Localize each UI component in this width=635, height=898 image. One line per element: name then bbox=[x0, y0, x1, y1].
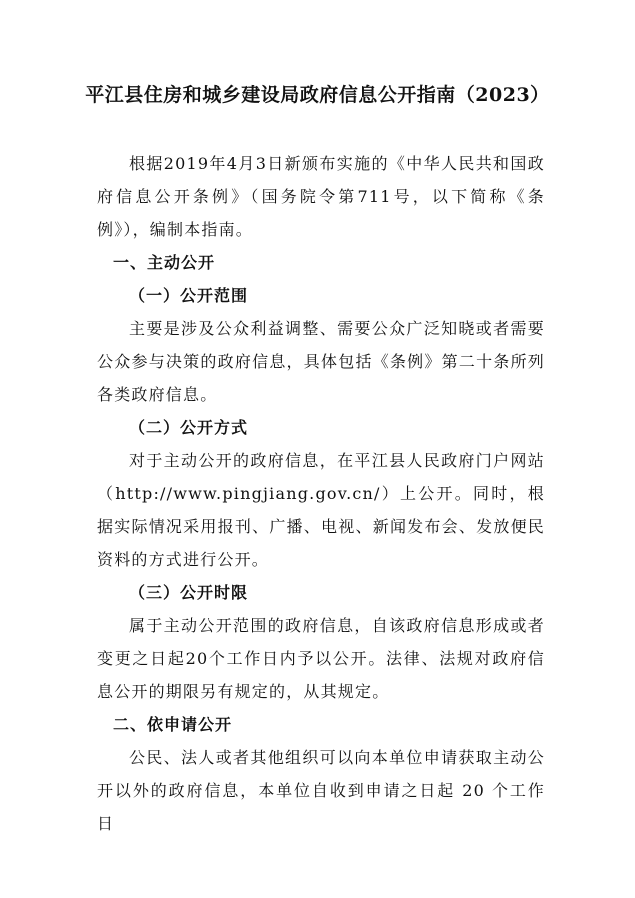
method-paragraph: 对于主动公开的政府信息，在平江县人民政府门户网站（http://www.pingjiang.gov.cn/）上公开。同时，根据实际情况采用报刊、广播、电视、新闻发布会、发放便民资料的方式进行公开。 bbox=[97, 451, 545, 569]
subsection-heading-scope: （一）公开范围 bbox=[129, 286, 249, 305]
scope-paragraph: 主要是涉及公众利益调整、需要公众广泛知晓或者需要公众参与决策的政府信息，具体包括《条例》第二十条所列各类政府信息。 bbox=[97, 319, 545, 404]
subsection-heading-timeline: （三）公开时限 bbox=[129, 583, 249, 602]
subsection-heading-method: （二）公开方式 bbox=[129, 418, 249, 437]
timeline-paragraph: 属于主动公开范围的政府信息，自该政府信息形成或者变更之日起20个工作日内予以公开。法律、法规对政府信息公开的期限另有规定的，从其规定。 bbox=[97, 616, 545, 701]
section-heading-proactive: 一、主动公开 bbox=[113, 253, 216, 272]
intro-paragraph: 根据2019年4月3日新颁布实施的《中华人民共和国政府信息公开条例》（国务院令第711号，以下简称《条例》），编制本指南。 bbox=[97, 154, 545, 239]
on-request-paragraph: 公民、法人或者其他组织可以向本单位申请获取主动公开以外的政府信息，本单位自收到申请之日起 20 个工作日 bbox=[97, 748, 545, 833]
document-title: 平江县住房和城乡建设局政府信息公开指南（2023） bbox=[85, 84, 550, 106]
section-heading-on-request: 二、依申请公开 bbox=[113, 715, 233, 734]
